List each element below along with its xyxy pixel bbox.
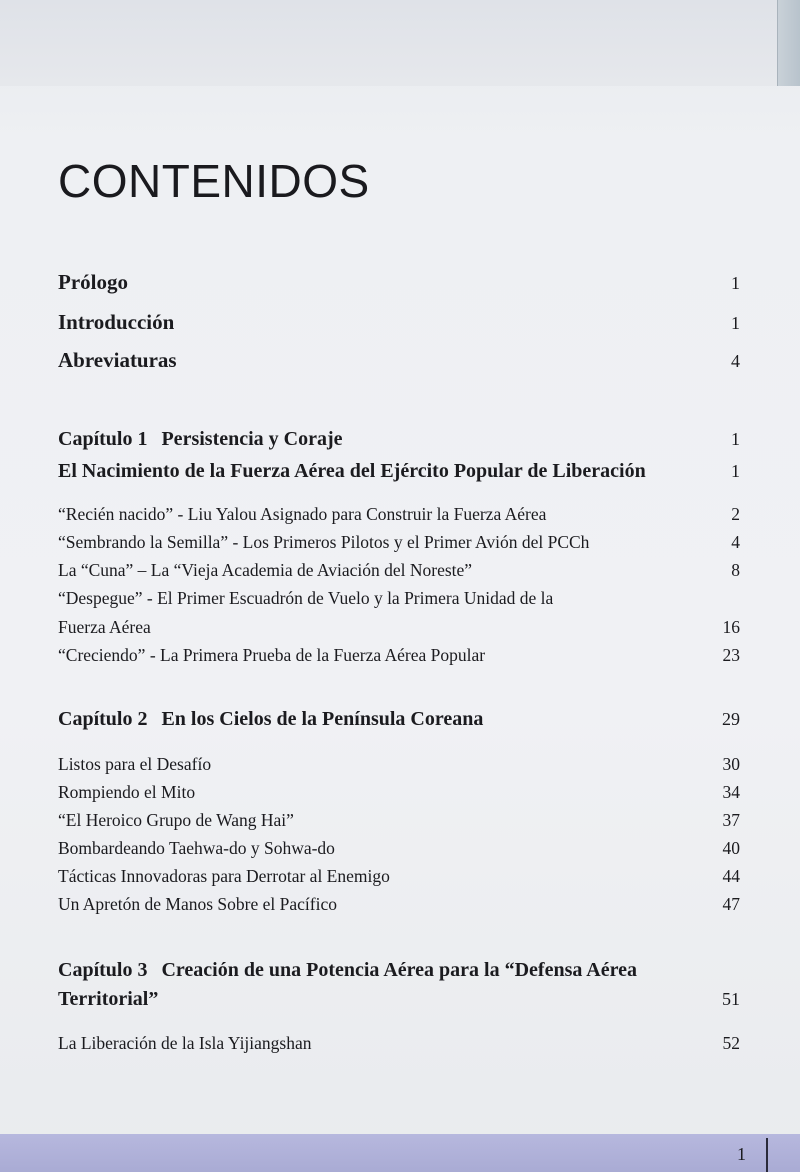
toc-section-label: “Sembrando la Semilla” - Los Primeros Pilotos y el Primer Avión del PCCh: [58, 532, 590, 552]
toc-section-page: 8: [731, 560, 740, 580]
toc-section-page: 4: [731, 532, 740, 552]
toc-entry-label: Abreviaturas: [58, 348, 177, 372]
page-edge-tab: [777, 0, 800, 86]
chapter-title: En los Cielos de la Península Coreana: [161, 708, 484, 730]
toc-section-page: 34: [722, 782, 740, 802]
toc-section-label: “Creciendo” - La Primera Prueba de la Fuerza Aérea Popular: [58, 645, 486, 665]
toc-entry-label: Introducción: [58, 310, 175, 334]
toc-section: [58, 617, 740, 638]
toc-section: [58, 1033, 740, 1054]
toc-entry-introduccion: [58, 310, 740, 335]
chapter-title-line1: Creación de una Potencia Aérea para la “Defensa Aérea: [161, 959, 637, 981]
chapter-page: 1: [731, 429, 740, 449]
toc-entry-page: 1: [731, 273, 740, 293]
toc-section-page: 2: [731, 504, 740, 524]
chapter-number: Capítulo 3: [58, 959, 148, 981]
chapter-title-line2: Territorial”: [58, 988, 159, 1010]
chapter-subtitle: El Nacimiento de la Fuerza Aérea del Ejército Popular de Liberación: [58, 460, 646, 482]
toc-section: [58, 782, 740, 803]
toc-section-label-line2: Fuerza Aérea: [58, 617, 151, 637]
toc-entry-label: Prólogo: [58, 270, 128, 294]
footer-divider: [766, 1138, 768, 1172]
footer-band: [0, 1134, 800, 1172]
page-header-strip: [0, 0, 800, 86]
toc-section-label: “Recién nacido” - Liu Yalou Asignado para Construir la Fuerza Aérea: [58, 504, 547, 524]
chapter-2-heading: [58, 708, 740, 731]
toc-section-label: “El Heroico Grupo de Wang Hai”: [58, 810, 294, 830]
toc-section-label: La Liberación de la Isla Yijiangshan: [58, 1033, 312, 1053]
chapter-title: Persistencia y Coraje: [161, 428, 343, 450]
toc-section-label-line1: “Despegue” - El Primer Escuadrón de Vuelo y la Primera Unidad de la: [58, 588, 554, 608]
toc-section-page: 16: [722, 617, 740, 637]
toc-section: [58, 532, 740, 553]
toc-entry-prologo: [58, 270, 740, 295]
toc-section: [58, 645, 740, 666]
toc-section-page: 47: [722, 894, 740, 914]
toc-section: [58, 754, 740, 775]
toc-section: [58, 838, 740, 859]
page-title: CONTENIDOS: [58, 155, 370, 207]
toc-section-label: Rompiendo el Mito: [58, 782, 196, 802]
toc-section-page: 44: [722, 866, 740, 886]
footer-page-number: 1: [737, 1144, 746, 1164]
toc-entry-page: 1: [731, 313, 740, 333]
toc-section-label: La “Cuna” – La “Vieja Academia de Aviación del Noreste”: [58, 560, 473, 580]
toc-section-label: Bombardeando Taehwa-do y Sohwa-do: [58, 838, 335, 858]
chapter-3-heading: [58, 959, 637, 982]
toc-section: [58, 504, 740, 525]
toc-section-page: 40: [722, 838, 740, 858]
chapter-page: 51: [722, 989, 740, 1009]
chapter-page: 29: [722, 709, 740, 729]
toc-section-label: Listos para el Desafío: [58, 754, 212, 774]
toc-section-label: Tácticas Innovadoras para Derrotar al Enemigo: [58, 866, 390, 886]
toc-section: [58, 894, 740, 915]
toc-section: [58, 560, 740, 581]
toc-section-page: 37: [722, 810, 740, 830]
toc-section-page: 52: [722, 1033, 740, 1053]
toc-section-label: Un Apretón de Manos Sobre el Pacífico: [58, 894, 337, 914]
chapter-number: Capítulo 2: [58, 708, 148, 730]
toc-section: [58, 810, 740, 831]
chapter-number: Capítulo 1: [58, 428, 148, 450]
toc-section: [58, 866, 740, 887]
chapter-subtitle-page: 1: [731, 461, 740, 481]
chapter-1-heading: [58, 428, 740, 451]
toc-section-page: 30: [722, 754, 740, 774]
toc-entry-page: 4: [731, 351, 740, 371]
toc-entry-abreviaturas: [58, 348, 740, 373]
toc-section-page: 23: [722, 645, 740, 665]
chapter-1-subtitle: [58, 460, 740, 483]
chapter-3-heading-cont: [58, 988, 740, 1011]
